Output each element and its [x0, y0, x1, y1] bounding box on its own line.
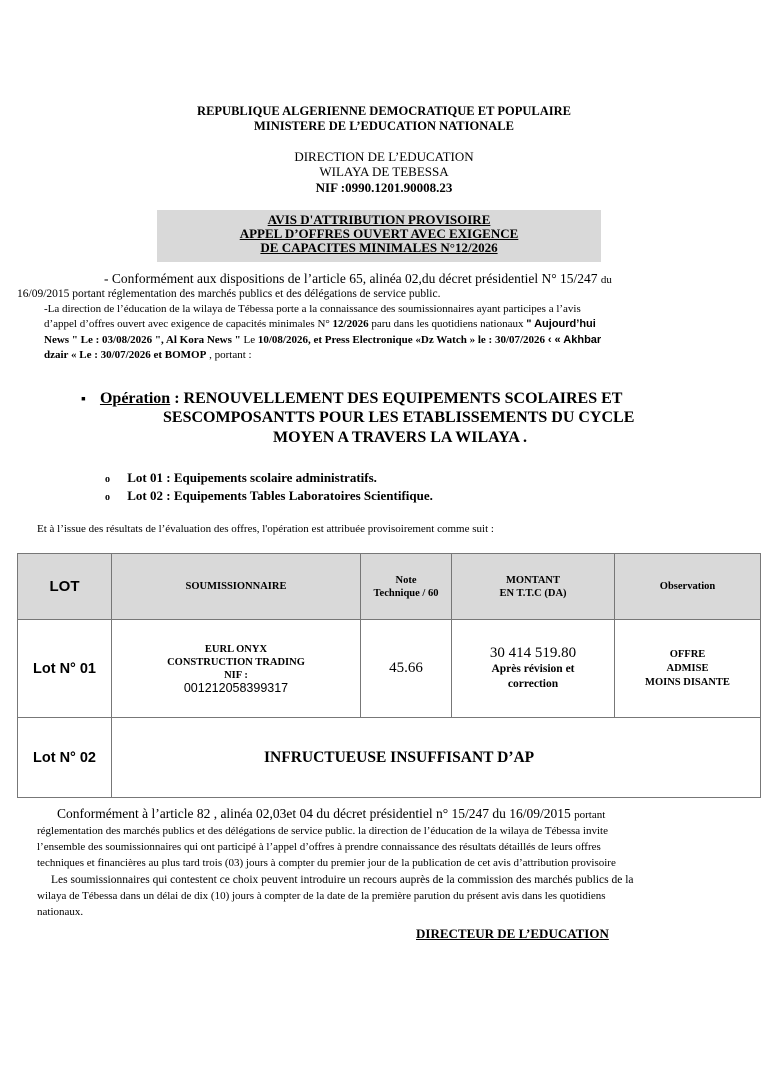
- closing-line-1-b: portant: [574, 809, 606, 821]
- header-lot: LOT: [18, 554, 112, 620]
- header-observation: Observation: [615, 554, 761, 620]
- lot-item-1: [105, 470, 377, 486]
- wilaya-heading: WILAYA DE TEBESSA: [319, 164, 449, 179]
- notice-title-box: [157, 210, 601, 262]
- row1-lot: Lot N° 01: [18, 620, 112, 718]
- header-montant-l2: EN T.T.C (DA): [499, 587, 567, 599]
- closing-line-5: Les soumissionnaires qui contestent ce choix peuvent introduire un recours auprès de la commission des marchés publics de la: [51, 874, 634, 886]
- direction-heading: DIRECTION DE L’EDUCATION: [294, 149, 474, 164]
- operation-text-1: : RENOUVELLEMENT DES EQUIPEMENTS SCOLAIRES ET: [170, 390, 623, 407]
- row1-obs-l3: MOINS DISANTE: [645, 676, 730, 688]
- circle-bullet-icon: o: [105, 474, 110, 485]
- table-row: [18, 718, 761, 798]
- operation-line-3: MOYEN A TRAVERS LA WILAYA .: [273, 429, 528, 446]
- intro-newspaper-1: " Aujourd’hui: [526, 318, 596, 330]
- intro-line-5-b: Le: [243, 334, 256, 346]
- header-montant: [452, 554, 615, 620]
- row1-obs-l2: ADMISE: [666, 662, 709, 674]
- intro-line-3: -La direction de l’éducation de la wilaya de Tébessa porte a la connaissance des soumissionnaires ayant participes a l’avis: [44, 303, 581, 315]
- table-header-row: [18, 554, 761, 620]
- table-row: [18, 620, 761, 718]
- header-note: [361, 554, 452, 620]
- notice-title-line2: APPEL D’OFFRES OUVERT AVEC EXIGENCE: [239, 226, 519, 241]
- row1-soum-l1: EURL ONYX: [204, 643, 268, 655]
- header-note-l1: Note: [395, 574, 417, 586]
- republic-heading: REPUBLIQUE ALGERIENNE DEMOCRATIQUE ET POPULAIRE: [197, 104, 571, 118]
- lot-item-2: [105, 488, 433, 504]
- row1-soum-l2: CONSTRUCTION TRADING: [167, 656, 305, 668]
- intro-line-4: [44, 317, 596, 332]
- row1-soumissionnaire: [112, 620, 361, 718]
- intro-line-2: 16/09/2015 portant réglementation des marchés publics et des délégations de service public.: [17, 288, 441, 300]
- nif-heading: NIF :0990.1201.90008.23: [315, 180, 453, 195]
- closing-line-6: wilaya de Tébessa dans un délai de dix (10) jours à compter de la date de la première parution du présent avis dans les quotidiens: [37, 890, 606, 902]
- row1-nif-number: 001212058399317: [183, 680, 289, 695]
- signature-title: DIRECTEUR DE L’EDUCATION: [416, 926, 609, 941]
- circle-bullet-icon: o: [105, 492, 110, 503]
- intro-line-1-du: du: [600, 274, 612, 286]
- row1-amount-l3: correction: [507, 678, 559, 690]
- closing-line-4: techniques et financières au plus tard trois (03) jours à compter du premier jour de la publication de cet avis d’attribution provisoire: [37, 857, 616, 869]
- closing-line-1: [57, 806, 605, 823]
- row2-lot: Lot N° 02: [18, 718, 112, 798]
- intro-ref-number: 12/2026: [332, 318, 369, 330]
- bullet-icon: ▪: [81, 392, 86, 407]
- row1-note: 45.66: [361, 620, 452, 718]
- operation-line-1: [81, 390, 622, 409]
- closing-line-7: nationaux.: [37, 906, 84, 918]
- intro-line-5-d: ‹ « Akhbar: [547, 334, 602, 346]
- row1-obs-l1: OFFRE: [669, 648, 706, 660]
- header-note-l2: Technique / 60: [373, 587, 439, 599]
- intro-line-6: [44, 348, 252, 363]
- row1-amount: 30 414 519.80: [489, 645, 577, 661]
- operation-label: Opération: [99, 390, 171, 407]
- row1-observation: [615, 620, 761, 718]
- closing-line-3: l’ensemble des soumissionnaires qui ont participé à l’appel d’offres à prendre connaissance des résultats détaillés de leurs offres: [37, 841, 601, 853]
- notice-title-line1: AVIS D'ATTRIBUTION PROVISOIRE: [267, 212, 491, 227]
- row1-montant: [452, 620, 615, 718]
- intro-line-1-text: - Conformément aux dispositions de l’article 65, alinéa 02,du décret présidentiel N° 15/247: [104, 271, 598, 286]
- header-soumissionnaire: SOUMISSIONNAIRE: [112, 554, 361, 620]
- lot-item-1-text: Lot 01 : Equipements scolaire administratifs.: [127, 470, 377, 485]
- closing-line-1-a: Conformément à l’article 82 , alinéa 02,03et 04 du décret présidentiel n° 15/247 du 16/09/2015: [57, 806, 571, 821]
- closing-line-2: réglementation des marchés publics et des délégations de service public. la direction de l’éducation de la wilaya de Tébessa invite: [37, 825, 608, 837]
- ministry-heading: MINISTERE DE L’EDUCATION NATIONALE: [254, 119, 514, 133]
- intro-line-4-a: d’appel d’offres ouvert avec exigence de capacités minimales N°: [44, 318, 330, 330]
- operation-line-2: SESCOMPOSANTTS POUR LES ETABLISSEMENTS DU CYCLE: [163, 409, 635, 426]
- intro-line-1: [104, 271, 764, 288]
- notice-title-line3: DE CAPACITES MINIMALES N°12/2026: [260, 240, 498, 255]
- header-montant-l1: MONTANT: [505, 574, 561, 586]
- intro-line-4-c: paru dans les quotidiens nationaux: [371, 318, 524, 330]
- lot-item-2-text: Lot 02 : Equipements Tables Laboratoires Scientifique.: [127, 488, 433, 503]
- results-table: [17, 553, 761, 798]
- row1-soum-l3: NIF :: [224, 669, 248, 681]
- intro-line-5-a: News " Le : 03/08/2026 ", Al Kora News ": [44, 334, 241, 346]
- intro-line-5: [44, 333, 601, 348]
- row1-amount-l2: Après révision et: [491, 663, 575, 675]
- result-intro: Et à l’issue des résultats de l’évaluation des offres, l'opération est attribuée provisoirement comme suit :: [37, 523, 494, 535]
- intro-line-6-b: , portant :: [209, 349, 252, 361]
- intro-line-6-a: dzair « Le : 30/07/2026 et BOMOP: [44, 349, 207, 361]
- intro-line-5-c: 10/08/2026, et Press Electronique «Dz Watch » le : 30/07/2026: [257, 334, 546, 346]
- row2-result: INFRUCTUEUSE INSUFFISANT D’AP: [112, 718, 761, 798]
